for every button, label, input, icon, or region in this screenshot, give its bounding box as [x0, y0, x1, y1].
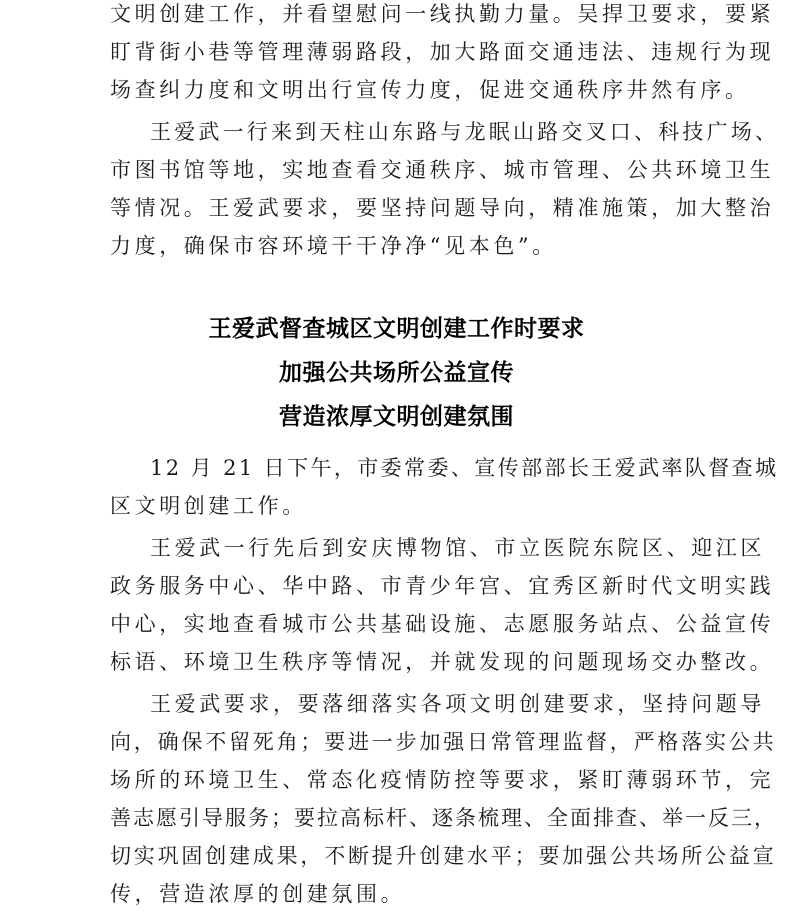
- text-line: 中心，实地查看城市公共基础设施、志愿服务站点、公益宣传: [110, 612, 775, 636]
- text-line: 场所的环境卫生、常态化疫情防控等要求，紧盯薄弱环节，完: [110, 768, 775, 792]
- paragraph-first-line: 王爱武一行来到天柱山东路与龙眠山路交叉口、科技广场、: [150, 120, 780, 144]
- text-line: 市图书馆等地，实地查看交通秩序、城市管理、公共环境卫生: [110, 158, 775, 182]
- paragraph-first-line: 王爱武一行先后到安庆博物馆、市立医院东院区、迎江区: [150, 536, 765, 560]
- text-line: 切实巩固创建成果，不断提升创建水平；要加强公共场所公益宣: [110, 844, 777, 868]
- text-line: 区文明创建工作。: [110, 494, 307, 518]
- text-line: 场查纠力度和文明出行宣传力度，促进交通秩序井然有序。: [110, 78, 750, 102]
- text-line: 等情况。王爱武要求，要坚持问题导向，精准施策，加大整治: [110, 196, 775, 220]
- paragraph-first-line: 12 月 21 日下午，市委常委、宣传部部长王爱武率队督查城: [150, 456, 779, 480]
- text-line: 文明创建工作，并看望慰问一线执勤力量。吴捍卫要求，要紧: [110, 2, 775, 26]
- text-line: 向，确保不留死角；要进一步加强日常管理监督，严格落实公共: [110, 730, 777, 754]
- text-line: 标语、环境卫生秩序等情况，并就发现的问题现场交办整改。: [110, 650, 775, 674]
- text-line: 政务服务中心、华中路、市青少年宫、宜秀区新时代文明实践: [110, 574, 775, 598]
- text-line: 力度，确保市容环境干干净净“见本色”。: [110, 234, 557, 258]
- paragraph-first-line: 王爱武要求，要落细落实各项文明创建要求，坚持问题导: [150, 692, 765, 716]
- article-headline: [0, 307, 793, 439]
- text-line: 传，营造浓厚的创建氛围。: [110, 882, 406, 906]
- headline-line-2: 加强公共场所公益宣传: [279, 360, 514, 386]
- text-line: 善志愿引导服务；要拉高标杆、逐条梳理、全面排查、举一反三，: [110, 806, 777, 830]
- headline-line-3: 营造浓厚文明创建氛围: [279, 404, 514, 430]
- text-line: 盯背街小巷等管理薄弱路段，加大路面交通违法、违规行为现: [110, 40, 775, 64]
- headline-line-1: 王爱武督查城区文明创建工作时要求: [208, 316, 585, 342]
